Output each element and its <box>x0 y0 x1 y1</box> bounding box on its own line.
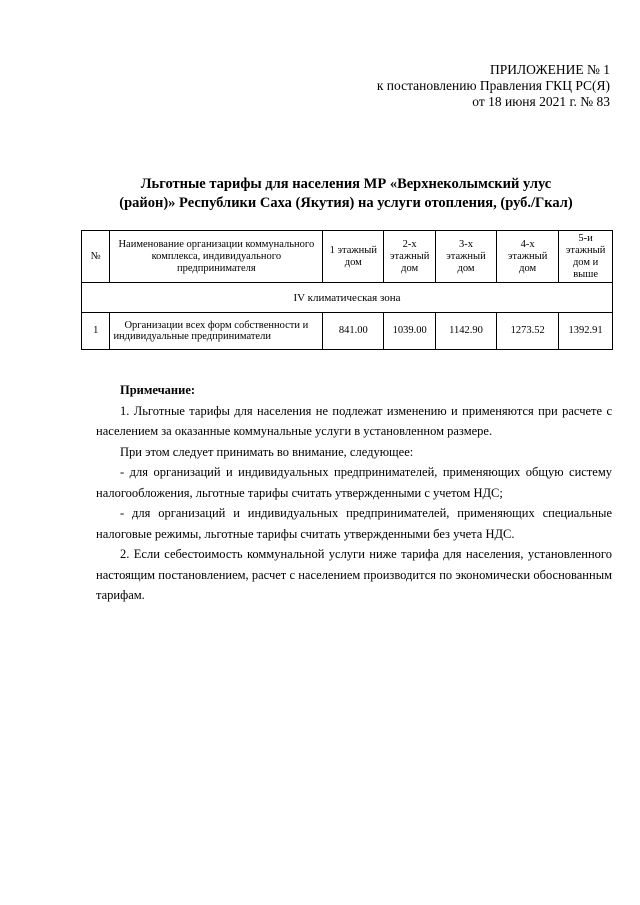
table-row <box>82 313 613 350</box>
row-value-2-floor: 1039.00 <box>384 313 436 350</box>
appendix-date: от 18 июня 2021 г. № 83 <box>472 94 610 109</box>
climate-zone-row <box>82 283 613 313</box>
document-title <box>80 175 612 213</box>
header-organization-name: Наименование организации коммунального комплекса, индивидуального предпринимателя <box>110 231 323 283</box>
title-line-2: (район)» Республики Саха (Якутия) на услуги отопления, (руб./Гкал) <box>119 195 573 211</box>
header-3-floor: 3-х этажный дом <box>435 231 496 283</box>
row-value-4-floor: 1273.52 <box>497 313 559 350</box>
row-value-3-floor: 1142.90 <box>435 313 496 350</box>
note-paragraph-1: 1. Льготные тарифы для населения не подлежат изменению и применяются при расчете с населением за оказанные коммунальные услуги в установленном размере. <box>96 403 612 438</box>
climate-zone-label: IV климатическая зона <box>82 283 613 313</box>
row-value-1-floor: 841.00 <box>323 313 384 350</box>
row-value-5-floor-plus: 1392.91 <box>559 313 613 350</box>
header-1-floor: 1 этажный дом <box>323 231 384 283</box>
tariff-table <box>81 230 613 350</box>
note-paragraph-2: При этом следует принимать во внимание, следующее: <box>120 444 414 459</box>
row-organization-name: Организации всех форм собственности и индивидуальные предприниматели <box>110 313 323 350</box>
row-number: 1 <box>82 313 110 350</box>
notes-heading: Примечание: <box>120 383 196 397</box>
note-paragraph-3: - для организаций и индивидуальных предпринимателей, применяющих общую систему налогообложения, льготные тарифы считать утвержденными с учетом НДС; <box>96 465 612 500</box>
notes-section <box>96 380 612 606</box>
note-paragraph-5: 2. Если себестоимость коммунальной услуги ниже тарифа для населения, установленного настоящим постановлением, расчет с населением производится по экономически обоснованным тарифам. <box>96 547 612 602</box>
header-5-floor-plus: 5-и этажный дом и выше <box>559 231 613 283</box>
table-header-row <box>82 231 613 283</box>
appendix-header <box>377 62 610 110</box>
appendix-number: ПРИЛОЖЕНИЕ № 1 <box>489 62 610 77</box>
note-paragraph-4: - для организаций и индивидуальных предпринимателей, применяющих специальные налоговые режимы, льготные тарифы считать утвержденными без учета НДС. <box>96 506 612 541</box>
header-4-floor: 4-х этажный дом <box>497 231 559 283</box>
title-line-1: Льготные тарифы для населения МР «Верхнеколымский улус <box>140 176 552 192</box>
header-number: № <box>82 231 110 283</box>
header-2-floor: 2-х этажный дом <box>384 231 436 283</box>
appendix-reference: к постановлению Правления ГКЦ РС(Я) <box>376 78 610 93</box>
